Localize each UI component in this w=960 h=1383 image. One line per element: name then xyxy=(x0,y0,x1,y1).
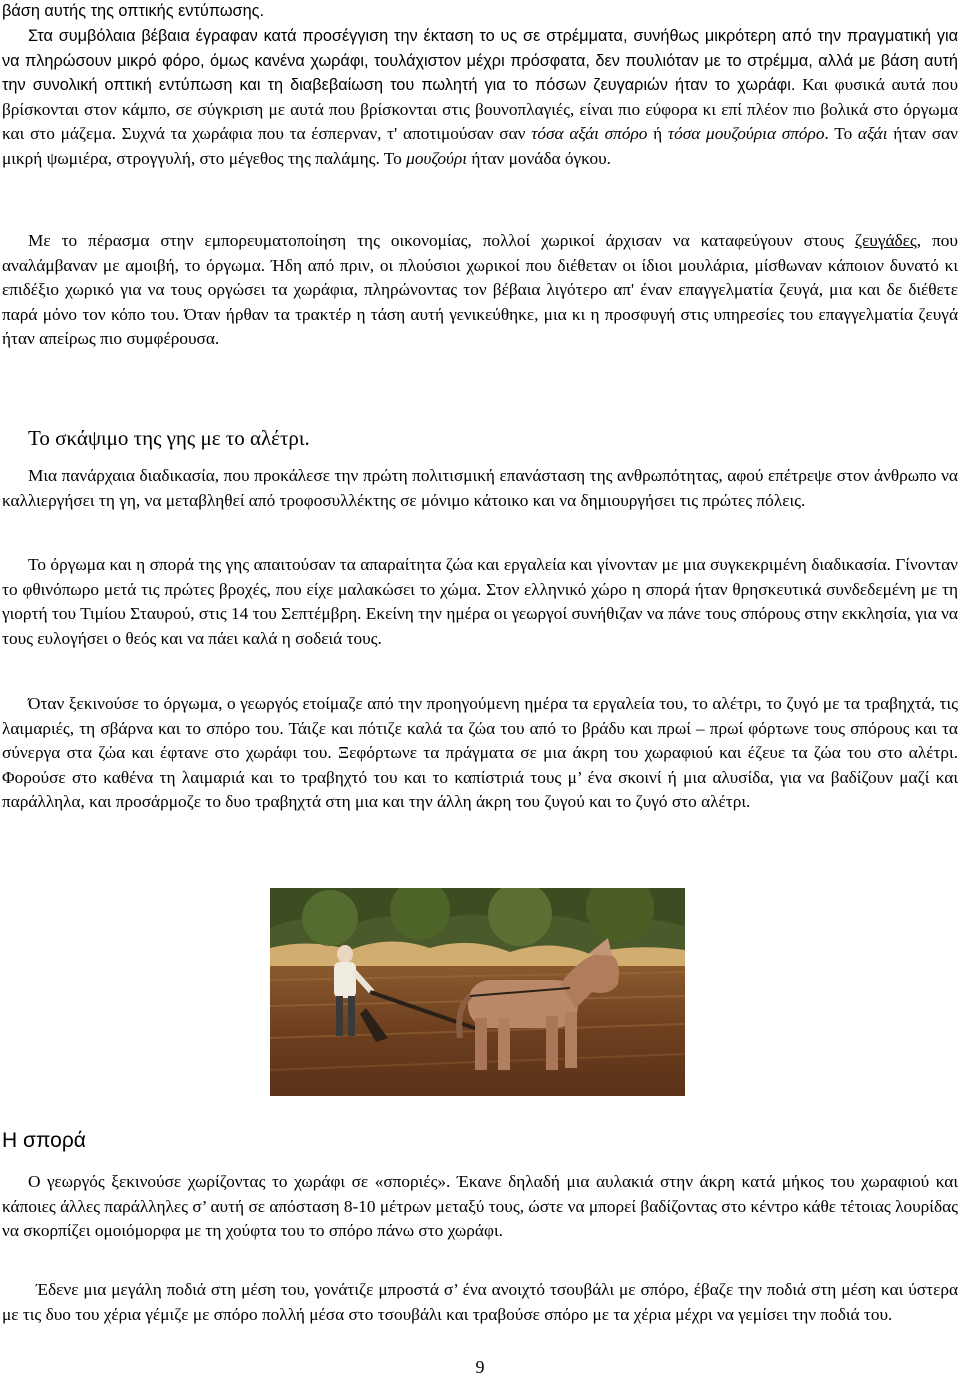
paragraph-trade: Με το πέρασμα στην εμπορευματοποίηση της οικονομίας, πολλοί χωρικοί άρχισαν να καταφεύγουν στους ζευγάδες, που αναλάμβαναν με αμοιβή, το όργωμα. Ήδη από πριν, οι πλούσιοι χωρικοί που διέθεταν οι ίδιοι μουλάρια, μίσθωναν κάποιον δυνατό κι επιδέξιο χωρικό για να τους οργώσει τα χωράφια, πληρώνοντας τον βέβαια λιγότερο απ' έναν επαγγελματία ζευγά, μια και δε διέθετε παρά μόνο τον κόπο του. Όταν ήρθαν τα τρακτέρ η τάση αυτή γενικεύθηκε, μια κι η προσφυγή στις υπηρεσίες του επαγγελματία ζευγά ήταν απείρως πιο συμφέρουσα. xyxy=(2,231,958,349)
ploughing-photo-image xyxy=(270,888,685,1096)
paragraph-sowing-time: Το όργωμα και η σπορά της γης απαιτούσαν τα απαραίτητα ζώα και εργαλεία και γίνονταν με μια συγκεκριμένη διαδικασία. Γίνονταν το φθινόπωρο μετά τις πρώτες βροχές, που είχε μαλακώσει το χώμα. Στον ελληνικό χώρο η σπορά ήταν θρησκευτικά συνδεδεμένη με τη γιορτή του Τιμίου Σταυρού, στις 14 του Σεπτέμβρη. Εκείνη την ημέρα οι γεωργοί συνήθιζαν να πάνε τους σπόρους στην εκκλησία, για να τους ευλογήσει ο θεός και να πάει καλά η σοδειά τους. xyxy=(2,555,958,648)
paragraph-apron: Έδενε μια μεγάλη ποδιά στη μέση του, γονάτιζε μπροστά σ’ ένα ανοιχτό τσουβάλι με σπόρο, έβαζε την ποδιά στη μέση και ύστερα με τις δυο του χέρια γέμιζε με σπόρο πολλή μέσα στο τσουβάλι και τραβούσε σπόρο με τα χέρια μέχρι να γεμίσει την ποδιά του. xyxy=(2,1280,958,1324)
paragraph-spories: Ο γεωργός ξεκινούσε χωρίζοντας το χωράφι σε «σποριές». Έκανε δηλαδή μια αυλακιά στην άκρη κατά μήκος του χωραφιού και κάποιες άλλες παράλληλες σ’ αυτή σε απόσταση 8-10 μέτρων μεταξύ τους, ώστε να μπορεί βαδίζοντας στο κέντρο κάθε τέτοιας λουρίδας να σκορπίζει ομοιόμορφα με τη χούφτα του το σπόρο πάνω στο χωράφι. xyxy=(2,1172,958,1241)
paragraph-ploughing-start: Όταν ξεκινούσε το όργωμα, ο γεωργός ετοίμαζε από την προηγούμενη ημέρα τα εργαλεία του, το αλέτρι, το ζυγό με τα τραβηχτά, τις λαιμαριές, τη σβάρνα και το σπόρο του. Τάιζε και πότιζε καλά τα ζώα του από το βράδυ και πρωί – πρωί φόρτωνε τους σπόρους και τα σύνεργα στα ζώα και έφτανε στο χωράφι του. Ξεφόρτωνε τα πράγματα σε μια άκρη του χωραφιού και έζευε τα ζώα του στο αλέτρι. Φορούσε στο καθένα τη λαιμαριά και το τραβηχτό του και το καπίστριά τους μ’ ένα σκοινί ή μια αλυσίδα, για να βαδίζουν μαζί και παράλληλα, και προσάρμοζε το δυο τραβηχτά στη μια και την άλλη άκρη του ζυγού και το ζυγό στο αλέτρι. xyxy=(2,694,958,812)
paragraph-contracts: Στα συμβόλαια βέβαια έγραφαν κατά προσέγγιση την έκταση το υς σε στρέμματα, συνήθως μικρότερη από την πραγματική για να πληρώσουν μικρό φόρο, όμως κανένα χωράφι, τουλάχιστον μέχρι πρόσφατα, δεν πουλιόταν με το στρέμμα, αλλά με βάση αυτή την συνολική οπτική εντύπωση και τη διαβεβαίωση του πωλητή για το πόσων ζευγαριών ήταν το χωράφι. Και φυσικά αυτά που βρίσκονται στον κάμπο, σε σύγκριση με αυτά που βρίσκονται στις βουνοπλαγιές, είναι πιο εύφορα κι επί πλέον πιο βολικά στο όργωμα και στο μάζεμα. Συχνά τα χωράφια που τα έσπερναν, τ' αποτιμούσαν σαν τόσα αξάι σπόρο ή τόσα μουζούρια σπόρο. Το αξάι ήταν σαν μικρή ψωμιέρα, στρογγυλή, στο μέγεθος της παλάμης. Το μουζούρι ήταν μονάδα όγκου. xyxy=(2,27,958,168)
ploughing-photo xyxy=(270,888,685,1096)
section-heading-plough: Το σκάψιμο της γης με το αλέτρι. xyxy=(28,426,310,450)
page-number: 9 xyxy=(475,1357,485,1377)
paragraph-fragment: βάση αυτής της οπτικής εντύπωσης. xyxy=(2,2,265,20)
section-heading-sowing: Η σπορά xyxy=(2,1129,86,1152)
paragraph-ancient: Μια πανάρχαια διαδικασία, που προκάλεσε την πρώτη πολιτισμική επανάσταση της ανθρωπότητας, αφού επέτρεψε στον άνθρωπο να καλλιεργήσει τη γη, να μεταβληθεί από τροφοσυλλέκτης σε μόνιμο κάτοικο και να δημιουργήσει τις πρώτες πόλεις. xyxy=(2,466,958,510)
